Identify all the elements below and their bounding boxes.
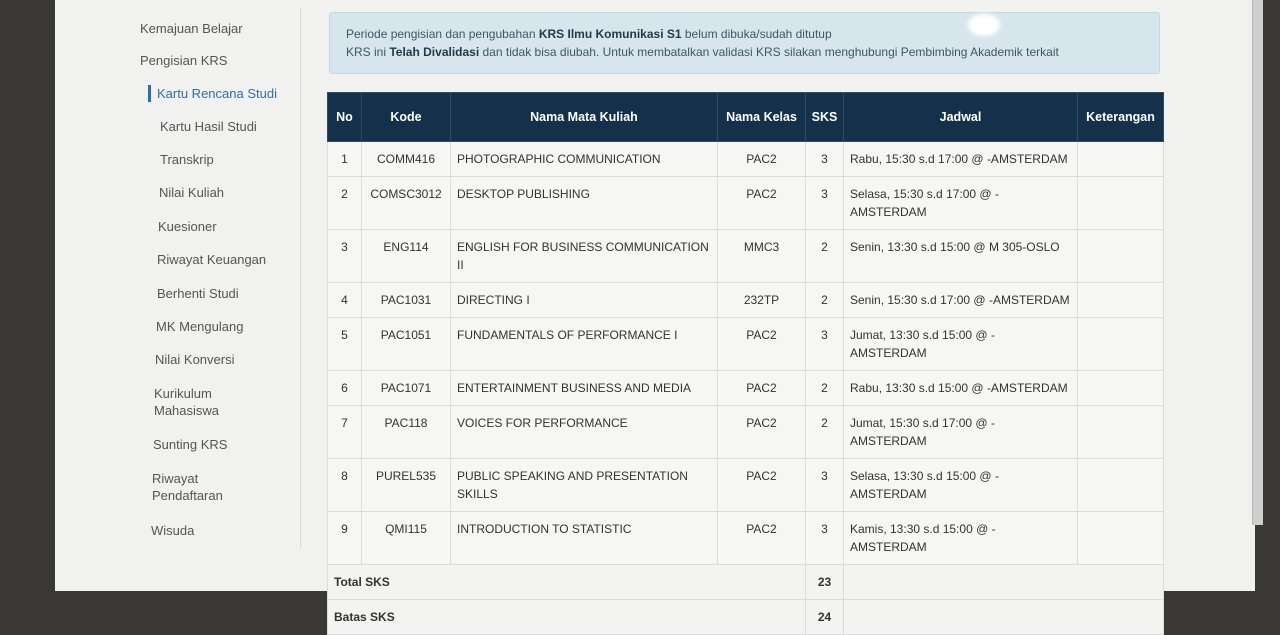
header-kode: Kode xyxy=(362,93,451,142)
cell-no: 8 xyxy=(328,459,362,512)
batas-sks-label: Batas SKS xyxy=(328,600,806,635)
table-row xyxy=(328,283,1164,318)
cell-kode: PAC118 xyxy=(362,406,451,459)
cell-jadwal: Senin, 13:30 s.d 15:00 @ M 305-OSLO xyxy=(844,230,1078,283)
cell-keterangan xyxy=(1078,230,1164,283)
sidebar-item-riwayat-pendaftaran[interactable]: Riwayat Pendaftaran xyxy=(152,471,223,503)
sidebar-item-sunting-krs[interactable]: Sunting KRS xyxy=(153,437,228,452)
cell-keterangan xyxy=(1078,406,1164,459)
table-row xyxy=(328,371,1164,406)
table-row xyxy=(328,512,1164,565)
sidebar-item-kartu-rencana-studi[interactable]: Kartu Rencana Studi xyxy=(148,85,312,102)
cell-kelas: MMC3 xyxy=(718,230,806,283)
sidebar-item-riwayat-keuangan[interactable]: Riwayat Keuangan xyxy=(157,252,267,267)
cell-kelas: PAC2 xyxy=(718,142,806,177)
cell-no: 6 xyxy=(328,371,362,406)
cell-nama: VOICES FOR PERFORMANCE xyxy=(451,406,718,459)
table-row xyxy=(328,318,1164,371)
screen-glare xyxy=(968,14,1000,36)
table-row xyxy=(328,177,1164,230)
sidebar-item-kartu-hasil-studi[interactable]: Kartu Hasil Studi xyxy=(160,119,257,134)
sidebar-item-pengisian-krs[interactable]: Pengisian KRS xyxy=(140,53,228,68)
header-keterangan: Keterangan xyxy=(1078,93,1164,142)
batas-sks-row xyxy=(328,600,1164,635)
cell-sks: 2 xyxy=(806,283,844,318)
cell-nama: ENGLISH FOR BUSINESS COMMUNICATION II xyxy=(451,230,718,283)
cell-nama: INTRODUCTION TO STATISTIC xyxy=(451,512,718,565)
sidebar-item-kuesioner[interactable]: Kuesioner xyxy=(158,219,217,234)
total-sks-label: Total SKS xyxy=(328,565,806,600)
cell-no: 1 xyxy=(328,142,362,177)
cell-jadwal: Rabu, 15:30 s.d 17:00 @ -AMSTERDAM xyxy=(844,142,1078,177)
table-row xyxy=(328,406,1164,459)
sidebar-item-kemajuan-belajar[interactable]: Kemajuan Belajar xyxy=(140,21,243,36)
sidebar-item-berhenti-studi[interactable]: Berhenti Studi xyxy=(157,286,239,301)
cell-kode: COMM416 xyxy=(362,142,451,177)
page-scrollbar[interactable] xyxy=(1252,0,1263,525)
cell-sks: 2 xyxy=(806,406,844,459)
cell-jadwal: Jumat, 13:30 s.d 15:00 @ -AMSTERDAM xyxy=(844,318,1078,371)
cell-nama: DIRECTING I xyxy=(451,283,718,318)
cell-kode: PAC1071 xyxy=(362,371,451,406)
alert-line-2: KRS ini Telah Divalidasi dan tidak bisa diubah. Untuk membatalkan validasi KRS silakan menghubungi Pembimbing Akademik terkait xyxy=(346,45,1059,59)
cell-keterangan xyxy=(1078,371,1164,406)
cell-no: 5 xyxy=(328,318,362,371)
cell-kelas: PAC2 xyxy=(718,459,806,512)
cell-sks: 3 xyxy=(806,142,844,177)
table-row xyxy=(328,230,1164,283)
cell-sks: 2 xyxy=(806,371,844,406)
cell-kelas: PAC2 xyxy=(718,406,806,459)
cell-keterangan xyxy=(1078,142,1164,177)
batas-sks-blank xyxy=(844,600,1164,635)
cell-kelas: PAC2 xyxy=(718,512,806,565)
cell-kelas: PAC2 xyxy=(718,177,806,230)
info-alert xyxy=(329,12,1160,74)
cell-jadwal: Kamis, 13:30 s.d 15:00 @ -AMSTERDAM xyxy=(844,512,1078,565)
cell-keterangan xyxy=(1078,283,1164,318)
cell-kelas: PAC2 xyxy=(718,371,806,406)
header-nama-mata-kuliah: Nama Mata Kuliah xyxy=(451,93,718,142)
cell-sks: 3 xyxy=(806,459,844,512)
cell-kode: ENG114 xyxy=(362,230,451,283)
total-sks-value: 23 xyxy=(806,565,844,600)
cell-no: 9 xyxy=(328,512,362,565)
cell-kelas: 232TP xyxy=(718,283,806,318)
cell-kode: COMSC3012 xyxy=(362,177,451,230)
cell-keterangan xyxy=(1078,512,1164,565)
cell-nama: ENTERTAINMENT BUSINESS AND MEDIA xyxy=(451,371,718,406)
cell-kode: PAC1051 xyxy=(362,318,451,371)
total-sks-blank xyxy=(844,565,1164,600)
cell-sks: 3 xyxy=(806,318,844,371)
sidebar-item-nilai-kuliah[interactable]: Nilai Kuliah xyxy=(159,185,225,200)
cell-nama: PUBLIC SPEAKING AND PRESENTATION SKILLS xyxy=(451,459,718,512)
cell-kelas: PAC2 xyxy=(718,318,806,371)
cell-kode: PUREL535 xyxy=(362,459,451,512)
cell-no: 2 xyxy=(328,177,362,230)
header-jadwal: Jadwal xyxy=(844,93,1078,142)
cell-jadwal: Jumat, 15:30 s.d 17:00 @ -AMSTERDAM xyxy=(844,406,1078,459)
cell-jadwal: Senin, 15:30 s.d 17:00 @ -AMSTERDAM xyxy=(844,283,1078,318)
cell-sks: 3 xyxy=(806,177,844,230)
alert-line-1: Periode pengisian dan pengubahan KRS Ilmu Komunikasi S1 belum dibuka/sudah ditutup xyxy=(346,27,832,41)
sidebar-item-mk-mengulang[interactable]: MK Mengulang xyxy=(156,319,244,334)
krs-table xyxy=(327,92,1164,635)
table-row xyxy=(328,142,1164,177)
cell-kode: PAC1031 xyxy=(362,283,451,318)
cell-jadwal: Selasa, 13:30 s.d 15:00 @ -AMSTERDAM xyxy=(844,459,1078,512)
cell-jadwal: Rabu, 13:30 s.d 15:00 @ -AMSTERDAM xyxy=(844,371,1078,406)
cell-sks: 2 xyxy=(806,230,844,283)
header-no: No xyxy=(328,93,362,142)
sidebar-item-transkrip[interactable]: Transkrip xyxy=(160,152,214,167)
total-sks-row xyxy=(328,565,1164,600)
cell-keterangan xyxy=(1078,177,1164,230)
sidebar-nav xyxy=(140,8,301,548)
cell-no: 7 xyxy=(328,406,362,459)
sidebar-item-wisuda[interactable]: Wisuda xyxy=(151,523,195,538)
table-header-row xyxy=(328,93,1164,142)
cell-keterangan xyxy=(1078,459,1164,512)
cell-sks: 3 xyxy=(806,512,844,565)
sidebar-item-nilai-konversi[interactable]: Nilai Konversi xyxy=(155,352,235,367)
batas-sks-value: 24 xyxy=(806,600,844,635)
cell-no: 4 xyxy=(328,283,362,318)
cell-no: 3 xyxy=(328,230,362,283)
cell-nama: FUNDAMENTALS OF PERFORMANCE I xyxy=(451,318,718,371)
cell-jadwal: Selasa, 15:30 s.d 17:00 @ -AMSTERDAM xyxy=(844,177,1078,230)
header-nama-kelas: Nama Kelas xyxy=(718,93,806,142)
sidebar-item-kurikulum-mahasiswa[interactable]: Kurikulum Mahasiswa xyxy=(154,386,220,418)
cell-kode: QMI115 xyxy=(362,512,451,565)
table-row xyxy=(328,459,1164,512)
cell-nama: PHOTOGRAPHIC COMMUNICATION xyxy=(451,142,718,177)
cell-nama: DESKTOP PUBLISHING xyxy=(451,177,718,230)
cell-keterangan xyxy=(1078,318,1164,371)
header-sks: SKS xyxy=(806,93,844,142)
